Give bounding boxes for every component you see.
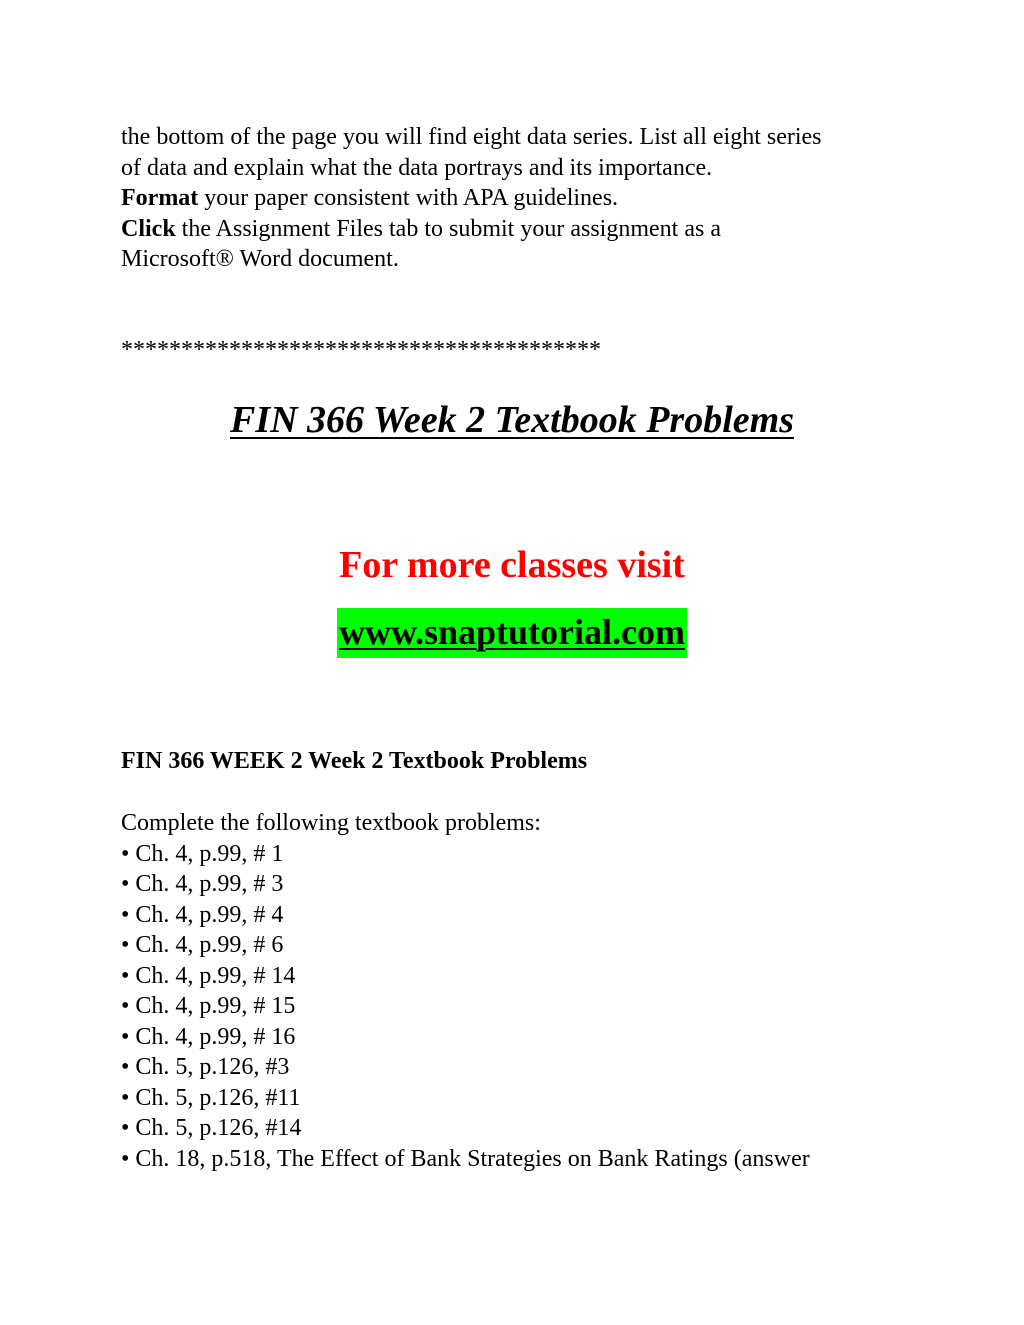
list-item-text: Ch. 4, p.99, # 15	[135, 993, 296, 1019]
bullet-glyph: •	[121, 871, 130, 897]
intro-line-5: Microsoft® Word document.	[121, 246, 399, 272]
bullet-glyph: •	[121, 1115, 130, 1141]
list-item	[121, 1113, 810, 1144]
page-title: FIN 366 Week 2 Textbook Problems	[229, 399, 794, 441]
list-item-text: Ch. 4, p.99, # 16	[135, 1023, 296, 1050]
intro-line-2: of data and explain what the data portrays and its importance.	[121, 154, 713, 181]
click-instruction	[121, 214, 941, 245]
list-item-text: Ch. 4, p.99, # 14	[135, 962, 296, 989]
problem-list	[121, 839, 810, 1175]
list-item-text: Ch. 18, p.518, The Effect of Bank Strategies on Bank Ratings (answer	[135, 1145, 810, 1172]
website-link[interactable]: www.snaptutorial.com	[337, 608, 687, 658]
list-item	[121, 1083, 810, 1114]
list-item	[121, 1144, 810, 1175]
separator-line: ****************************************	[121, 337, 601, 363]
list-item-text: Ch. 5, p.126, #3	[135, 1054, 290, 1080]
list-item-text: Ch. 4, p.99, # 3	[135, 871, 284, 897]
bullet-glyph: •	[121, 932, 130, 958]
intro-line-1: the bottom of the page you will find eight data series. List all eight series	[121, 124, 822, 150]
instructions-block	[121, 808, 810, 1174]
format-text: your paper consistent with APA guidelines.	[198, 185, 619, 211]
click-text: the Assignment Files tab to submit your assignment as a	[175, 215, 721, 242]
bullet-glyph: •	[121, 993, 130, 1019]
list-item	[121, 900, 810, 931]
list-item-text: Ch. 5, p.126, #11	[135, 1084, 301, 1111]
bullet-glyph: •	[121, 901, 130, 928]
bullet-glyph: •	[121, 840, 130, 867]
list-item	[121, 869, 810, 900]
promo-text: For more classes visit	[339, 544, 685, 586]
list-item	[121, 1022, 810, 1053]
bullet-glyph: •	[121, 1023, 130, 1050]
list-item-text: Ch. 5, p.126, #14	[135, 1115, 302, 1141]
click-label: Click	[121, 215, 176, 242]
list-item-text: Ch. 4, p.99, # 6	[135, 932, 284, 958]
list-item	[121, 961, 810, 992]
intro-paragraph	[121, 122, 941, 275]
list-item	[121, 991, 810, 1022]
format-instruction	[121, 183, 941, 214]
promo-link-wrapper	[0, 608, 1024, 658]
instructions-lead: Complete the following textbook problems:	[121, 810, 541, 836]
bullet-glyph: •	[121, 1145, 130, 1172]
list-item	[121, 839, 810, 870]
list-item-text: Ch. 4, p.99, # 4	[135, 901, 284, 928]
list-item	[121, 1052, 810, 1083]
bullet-glyph: •	[121, 1054, 130, 1080]
section-heading: FIN 366 WEEK 2 Week 2 Textbook Problems	[121, 748, 588, 774]
list-item	[121, 930, 810, 961]
bullet-glyph: •	[121, 1084, 130, 1111]
list-item-text: Ch. 4, p.99, # 1	[135, 840, 284, 867]
bullet-glyph: •	[121, 962, 130, 989]
format-label: Format	[121, 185, 199, 211]
